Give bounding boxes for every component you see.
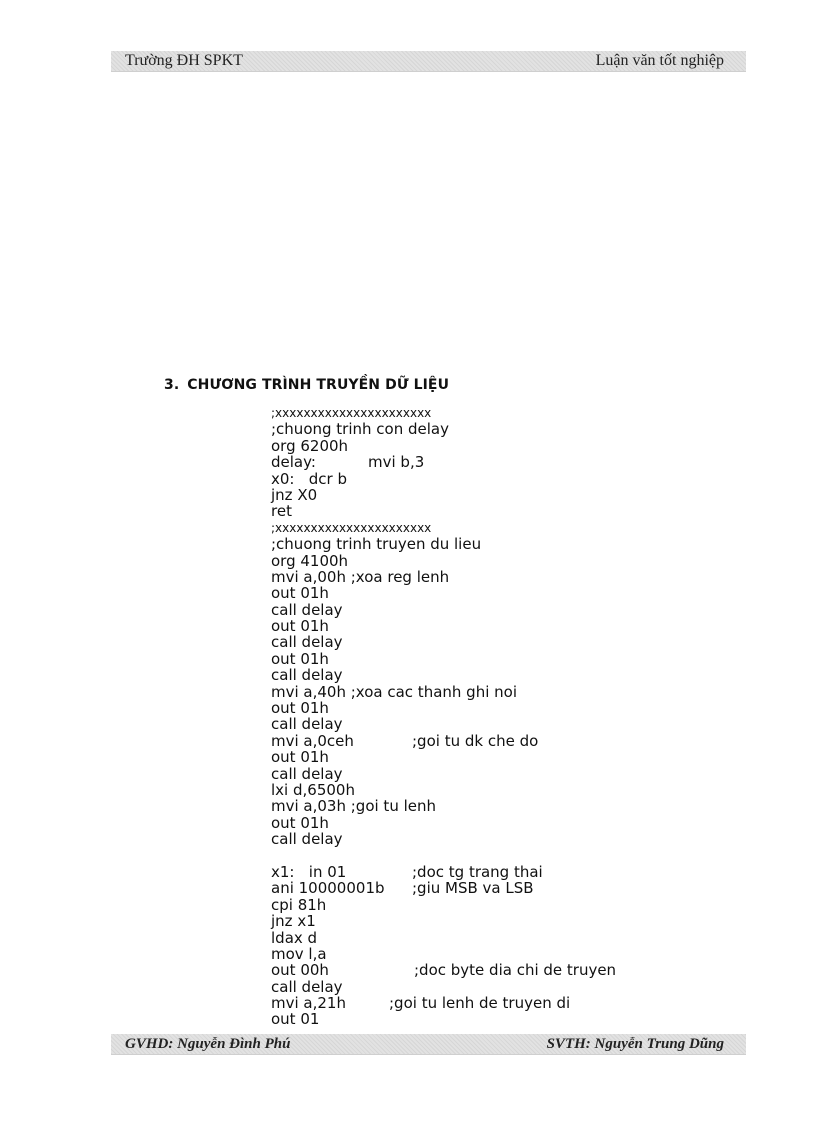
code-instruction: call delay — [271, 977, 343, 996]
code-line — [271, 569, 711, 585]
code-listing — [271, 405, 711, 1028]
code-instruction: out 01h — [271, 748, 329, 767]
code-instruction: mvi a,40h ;xoa cac thanh ghi noi — [271, 682, 517, 701]
code-line — [271, 454, 711, 470]
code-comment: ;giu MSB va LSB — [412, 879, 534, 898]
code-instruction: call delay — [271, 600, 343, 619]
code-instruction: out 01 — [271, 1010, 320, 1029]
code-line — [271, 798, 711, 814]
code-line — [271, 553, 711, 569]
code-instruction: ani 10000001b — [271, 879, 385, 898]
code-instruction: org 4100h — [271, 551, 349, 570]
code-instruction: mvi a,21h — [271, 994, 346, 1013]
code-line — [271, 618, 711, 634]
code-instruction: x1: in 01 — [271, 862, 347, 881]
code-line — [271, 880, 711, 896]
code-instruction: ;xxxxxxxxxxxxxxxxxxxxxx — [271, 520, 432, 535]
code-line — [271, 946, 711, 962]
code-instruction: jnz X0 — [271, 485, 318, 504]
code-line — [271, 995, 711, 1011]
section-number: 3. — [164, 377, 180, 393]
code-line — [271, 962, 711, 978]
code-line — [271, 848, 711, 864]
code-instruction: call delay — [271, 830, 343, 849]
code-instruction: mvi a,03h ;goi tu lenh — [271, 797, 436, 816]
code-instruction: call delay — [271, 666, 343, 685]
code-comment: ;doc byte dia chi de truyen — [414, 961, 617, 980]
code-line — [271, 520, 711, 536]
footer-student: SVTH: Nguyễn Trung Dũng — [546, 1036, 724, 1052]
code-line — [271, 536, 711, 552]
code-instruction: out 01h — [271, 584, 329, 603]
code-instruction: cpi 81h — [271, 895, 327, 914]
code-instruction: mvi a,0ceh — [271, 731, 354, 750]
header-doc-type: Luận văn tốt nghiệp — [595, 52, 724, 69]
section-heading — [164, 377, 449, 393]
code-line — [271, 503, 711, 519]
code-line — [271, 405, 711, 421]
code-line — [271, 782, 711, 798]
footer-advisor: GVHD: Nguyễn Đình Phú — [125, 1036, 291, 1052]
page-footer — [111, 1034, 746, 1055]
code-line — [271, 585, 711, 601]
code-line — [271, 815, 711, 831]
code-line — [271, 421, 711, 437]
code-line — [271, 766, 711, 782]
code-instruction: call delay — [271, 764, 343, 783]
code-instruction: out 01h — [271, 617, 329, 636]
code-line — [271, 700, 711, 716]
code-line — [271, 667, 711, 683]
code-line — [271, 634, 711, 650]
code-instruction: mov l,a — [271, 944, 327, 963]
code-line — [271, 913, 711, 929]
code-instruction: out 01h — [271, 699, 329, 718]
code-line — [271, 733, 711, 749]
code-instruction: call delay — [271, 715, 343, 734]
code-comment: ;doc tg trang thai — [412, 862, 543, 881]
code-line — [271, 651, 711, 667]
code-line — [271, 831, 711, 847]
code-line — [271, 930, 711, 946]
code-instruction: org 6200h — [271, 436, 349, 455]
code-instruction: ;chuong trinh truyen du lieu — [271, 535, 482, 554]
code-comment: mvi b,3 — [368, 453, 425, 472]
code-instruction: call delay — [271, 633, 343, 652]
code-line — [271, 438, 711, 454]
code-instruction: delay: — [271, 453, 316, 472]
code-instruction: ;xxxxxxxxxxxxxxxxxxxxxx — [271, 406, 432, 420]
code-instruction: lxi d,6500h — [271, 780, 355, 799]
code-line — [271, 471, 711, 487]
code-comment: ;goi tu dk che do — [412, 731, 539, 750]
code-line — [271, 979, 711, 995]
code-instruction: mvi a,00h ;xoa reg lenh — [271, 567, 450, 586]
code-instruction: ldax d — [271, 928, 318, 947]
code-instruction: out 01h — [271, 813, 329, 832]
header-school: Trường ĐH SPKT — [125, 52, 243, 69]
code-instruction: out 01h — [271, 649, 329, 668]
code-line — [271, 487, 711, 503]
code-instruction: x0: dcr b — [271, 469, 348, 488]
page-header — [111, 51, 746, 72]
code-instruction: out 00h — [271, 961, 329, 980]
code-instruction: jnz x1 — [271, 912, 316, 931]
code-comment: ;goi tu lenh de truyen di — [389, 994, 571, 1013]
code-line — [271, 749, 711, 765]
code-line — [271, 684, 711, 700]
code-line — [271, 716, 711, 732]
code-line — [271, 897, 711, 913]
section-title: CHƯƠNG TRÌNH TRUYỀN DỮ LIỆU — [187, 377, 450, 393]
code-instruction: ret — [271, 502, 292, 521]
code-line — [271, 1011, 711, 1027]
code-line — [271, 602, 711, 618]
code-instruction: ;chuong trinh con delay — [271, 420, 449, 439]
code-line — [271, 864, 711, 880]
